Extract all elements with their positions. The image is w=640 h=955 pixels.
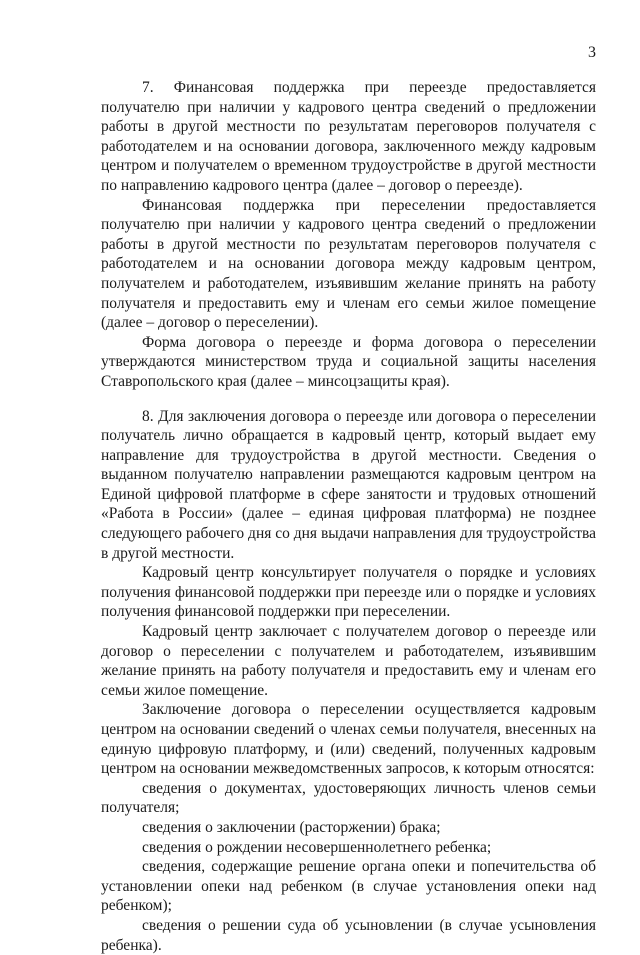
list-item-guardianship: сведения, содержащие решение органа опеки и попечительства об установлении опеки над ребенком (в случае установления опеки над ребенком); [101,858,596,915]
paragraph-consultation: Кадровый центр консультирует получателя о порядке и условиях получения финансовой поддержки при переезде или о порядке и условиях получения финансовой поддержки при переселении. [101,564,596,621]
page-number: 3 [588,44,596,61]
list-item-marriage: сведения о заключении (расторжении) брака; [142,818,441,836]
paragraph-relocation-basis: Заключение договора о переселении осуществляется кадровым центром на основании сведений о членах семьи получателя, внесенных на единую цифровую платформу, и (или) сведений, полученных кадровым центром на основании межведомственных запросов, к которым относятся: [101,701,596,778]
paragraph-relocation-support: Финансовая поддержка при переселении предоставляется получателю при наличии у кадрового центра сведений о предложении работы в другой местности по результатам переговоров получателя с работодателем и на основании договора между кадровым центром, получателем и работодателем, изъявившим желание принять на работу получателя и предоставить ему и членам его семьи жилое помещение (далее – договор о переселении). [101,196,596,332]
paragraph-contract-signing: Кадровый центр заключает с получателем договор о переезде или договор о переселении с получателем и работодателем, изъявившим желание принять на работу получателя и предоставить ему и членам его семьи жилое помещение. [101,623,596,699]
list-item-birth: сведения о рождении несовершеннолетнего ребенка; [142,838,492,856]
list-item-identity-documents: сведения о документах, удостоверяющих личность членов семьи получателя; [101,779,596,817]
paragraph-8-contract-conclusion: 8. Для заключения договора о переезде или договора о переселении получатель лично обращается в кадровый центр, который выдает ему направление для трудоустройства в другой местности. Сведения о выданном получателю направлении размещаются кадровым центром на Единой цифровой платформе в сфере занятости и трудовых отношений «Работа в России» (далее – единая цифровая платформа) не позднее следующего рабочего дня со дня выдачи направления для трудоустройства в другой местности. [101,407,596,562]
list-item-adoption: сведения о решении суда об усыновлении (в случае усыновления ребенка). [101,916,596,954]
paragraph-7-moving-support: 7. Финансовая поддержка при переезде предоставляется получателю при наличии у кадрового центра сведений о предложении работы в другой местности по результатам переговоров получателя с работодателем и на основании договора, заключенного между кадровым центром и получателем о временном трудоустройстве в другой местности по направлению кадрового центра (далее – договор о переезде). [101,79,596,194]
paragraph-contract-forms: Форма договора о переезде и форма договора о переселении утверждаются министерством труда и социальной защиты населения Ставропольского края (далее – минсоцзащиты края). [101,333,596,390]
document-body [101,78,596,955]
